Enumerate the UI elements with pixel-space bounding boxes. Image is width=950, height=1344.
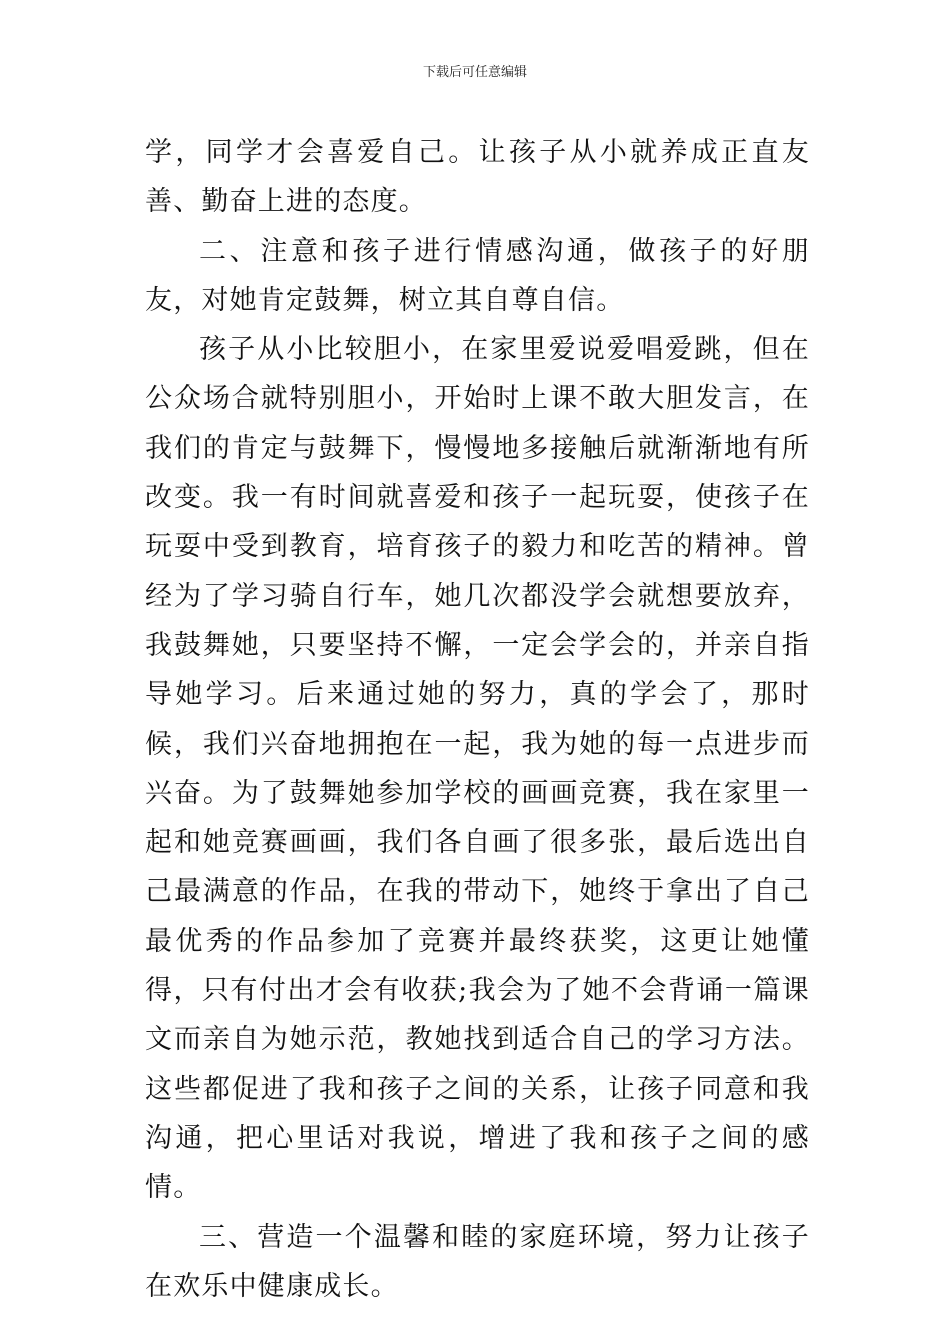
paragraph-continuation: 学，同学才会喜爱自己。让孩子从小就养成正直友善、勤奋上进的态度。 [145,137,810,218]
paragraph-section-three-heading: 三、营造一个温馨和睦的家庭环境，努力让孩子在欢乐中健康成长。 [145,1221,810,1302]
paragraph-section-two-body: 孩子从小比较胆小，在家里爱说爱唱爱跳，但在公众场合就特别胆小，开始时上课不敢大胆发言，在我们的肯定与鼓舞下，慢慢地多接触后就渐渐地有所改变。我一有时间就喜爱和孩子一起玩耍，使孩子在玩耍中受到教育，培育孩子的毅力和吃苦的精神。曾经为了学习骑自行车，她几次都没学会就想要放弃，我鼓舞她，只要坚持不懈，一定会学会的，并亲自指导她学习。后来通过她的努力，真的学会了，那时候，我们兴奋地拥抱在一起，我为她的每一点进步而兴奋。为了鼓舞她参加学校的画画竞赛，我在家里一起和她竞赛画画，我们各自画了很多张，最后选出自己最满意的作品，在我的带动下，她终于拿出了自己最优秀的作品参加了竞赛并最终获奖，这更让她懂得，只有付出才会有收获;我会为了她不会背诵一篇课文而亲自为她示范，教她找到适合自己的学习方法。这些都促进了我和孩子之间的关系，让孩子同意和我沟通，把心里话对我说，增进了我和孩子之间的感情。 [145,334,810,1204]
paragraph-section-two-heading: 二、注意和孩子进行情感沟通，做孩子的好朋友，对她肯定鼓舞，树立其自尊自信。 [145,235,810,316]
document-body [145,128,810,1311]
page-header-note: 下载后可任意编辑 [422,65,527,80]
